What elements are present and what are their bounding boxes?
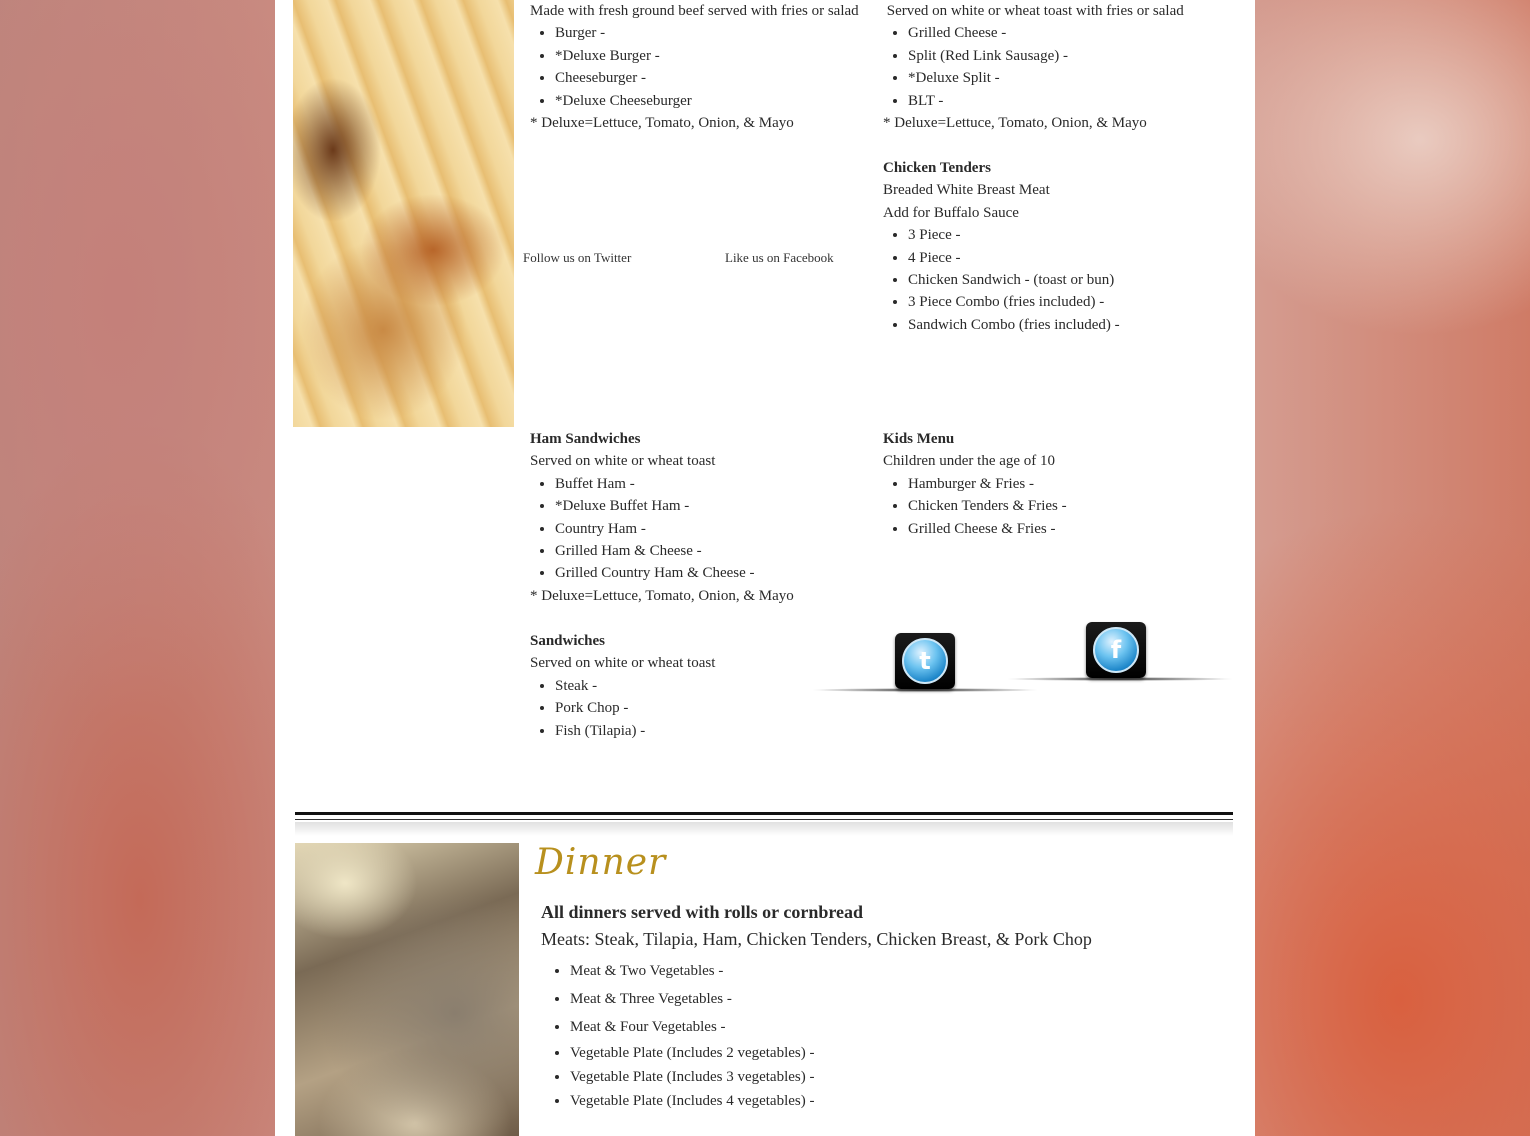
list-item: • Chicken Tenders & Fries - (908, 495, 1223, 517)
list-item: • Meat & Two Vegetables - (570, 957, 814, 985)
chicken-tenders-list (883, 224, 1243, 336)
sandwiches-description: Served on white or wheat toast (530, 655, 716, 672)
list-item: • BLT - (908, 90, 1243, 112)
list-item: • Vegetable Plate (Includes 4 vegetables) - (570, 1089, 814, 1113)
list-item: • Hamburger & Fries - (908, 473, 1223, 495)
dinner-subtitle: All dinners served with rolls or cornbread (541, 902, 864, 922)
section-divider-thin (295, 819, 1233, 820)
list-item: • Grilled Cheese & Fries - (908, 518, 1223, 540)
toast-sandwiches-deluxe-note: * Deluxe=Lettuce, Tomato, Onion, & Mayo (883, 115, 1147, 132)
burgers-list (530, 22, 870, 112)
facebook-icon: f (1093, 627, 1139, 673)
list-item: • Grilled Country Ham & Cheese - (555, 562, 870, 584)
kids-menu-section (883, 428, 1223, 540)
chicken-tenders-title: Chicken Tenders (883, 160, 991, 176)
twitter-icon: t (902, 638, 948, 684)
dinner-list (541, 957, 814, 1113)
chicken-tenders-section (883, 157, 1243, 336)
ham-sandwiches-list (530, 473, 870, 585)
fried-chicken-photo (293, 0, 514, 427)
kids-menu-list (883, 473, 1223, 540)
list-item: • Vegetable Plate (Includes 3 vegetables) - (570, 1065, 814, 1089)
list-item: • Meat & Three Vegetables - (570, 985, 814, 1013)
list-item: • Grilled Ham & Cheese - (555, 540, 870, 562)
ham-sandwiches-title: Ham Sandwiches (530, 431, 641, 447)
list-item: • Grilled Cheese - (908, 22, 1243, 44)
dinner-meats: Meats: Steak, Tilapia, Ham, Chicken Tenders, Chicken Breast, & Pork Chop (541, 929, 1092, 949)
toast-sandwiches-description: Served on white or wheat toast with fries or salad (883, 3, 1184, 19)
burgers-deluxe-note: * Deluxe=Lettuce, Tomato, Onion, & Mayo (530, 115, 794, 132)
kids-menu-description: Children under the age of 10 (883, 453, 1056, 470)
sandwiches-section (530, 630, 870, 742)
sandwiches-list (530, 675, 870, 742)
list-item: • Chicken Sandwich - (toast or bun) (908, 269, 1243, 291)
pork-chop-photo (295, 843, 519, 1136)
dinner-title: Dinner (535, 842, 667, 883)
list-item: • Cheeseburger - (555, 67, 870, 89)
list-item: • Split (Red Link Sausage) - (908, 45, 1243, 67)
list-item: • Steak - (555, 675, 870, 697)
section-divider (295, 812, 1233, 815)
list-item: • Vegetable Plate (Includes 2 vegetables) - (570, 1041, 814, 1065)
sandwiches-title: Sandwiches (530, 633, 606, 649)
toast-sandwiches-list (883, 22, 1243, 112)
twitter-link[interactable]: Follow us on Twitter (523, 250, 632, 265)
dinner-section (541, 957, 814, 1113)
list-item: • Fish (Tilapia) - (555, 720, 870, 742)
chicken-tenders-line2: Add for Buffalo Sauce (883, 204, 1019, 221)
list-item: • Burger - (555, 22, 870, 44)
list-item: • Pork Chop - (555, 697, 870, 719)
toast-sandwiches-section (883, 0, 1243, 134)
facebook-link[interactable]: Like us on Facebook (725, 250, 834, 265)
list-item: • *Deluxe Burger - (555, 45, 870, 67)
list-item: • *Deluxe Buffet Ham - (555, 495, 870, 517)
list-item: • Sandwich Combo (fries included) - (908, 314, 1243, 336)
list-item: • Buffet Ham - (555, 473, 870, 495)
list-item: • 3 Piece - (908, 224, 1243, 246)
ham-sandwiches-description: Served on white or wheat toast (530, 453, 716, 470)
list-item: • 4 Piece - (908, 247, 1243, 269)
chicken-tenders-line1: Breaded White Breast Meat (883, 182, 1050, 199)
ham-sandwiches-deluxe-note: * Deluxe=Lettuce, Tomato, Onion, & Mayo (530, 587, 794, 604)
facebook-button[interactable] (1086, 622, 1146, 678)
burgers-description: Made with fresh ground beef served with fries or salad (530, 3, 859, 19)
section-divider-shadow (295, 822, 1233, 836)
list-item: • 3 Piece Combo (fries included) - (908, 291, 1243, 313)
ham-sandwiches-section (530, 428, 870, 607)
kids-menu-title: Kids Menu (883, 431, 955, 447)
list-item: • Meat & Four Vegetables - (570, 1013, 814, 1041)
list-item: • *Deluxe Cheeseburger (555, 90, 870, 112)
list-item: • *Deluxe Split - (908, 67, 1243, 89)
twitter-button[interactable] (895, 633, 955, 689)
burgers-section (530, 0, 870, 134)
list-item: • Country Ham - (555, 518, 870, 540)
